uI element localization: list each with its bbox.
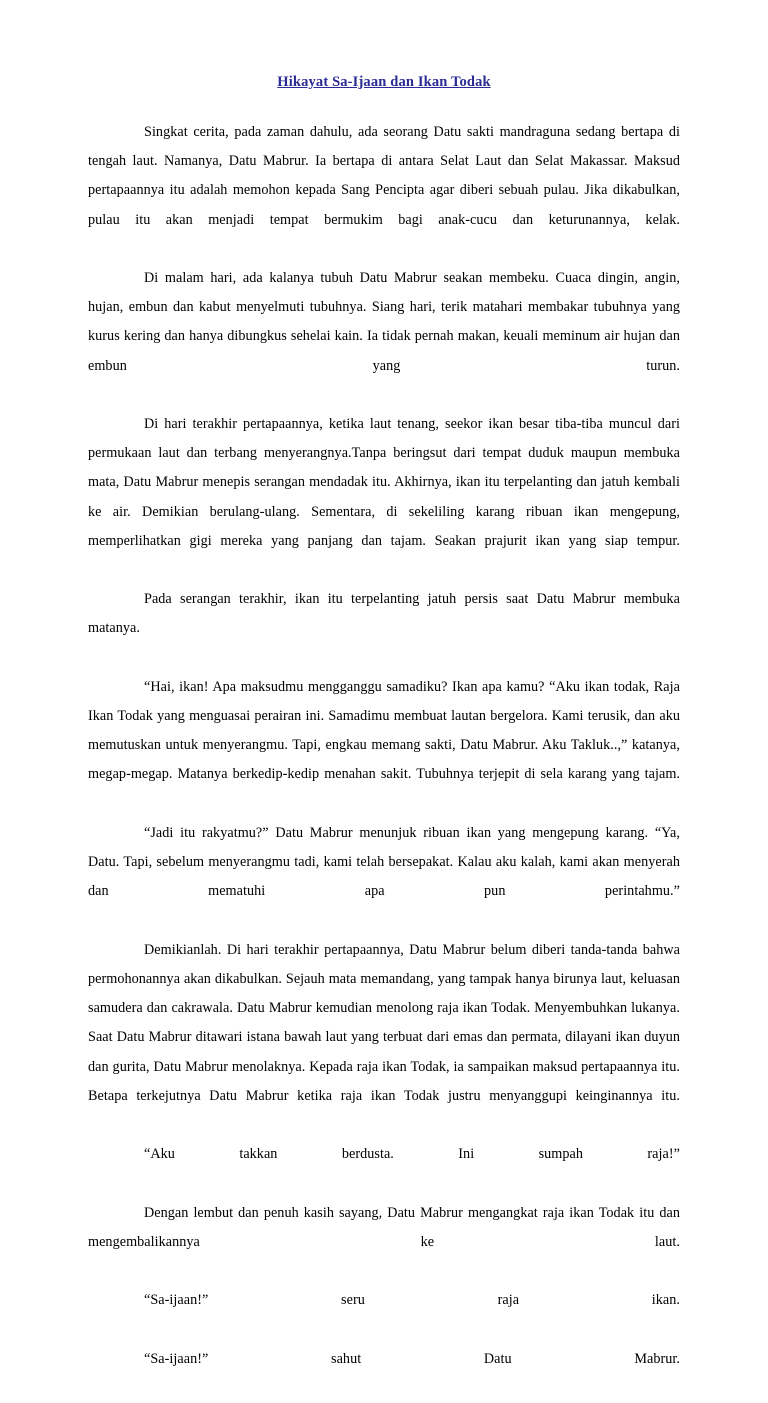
paragraph: Pada serangan terakhir, ikan itu terpelanting jatuh persis saat Datu Mabrur membuka matanya. (88, 591, 680, 637)
paragraph: Di malam hari, ada kalanya tubuh Datu Mabrur seakan membeku. Cuaca dingin, angin, hujan, embun dan kabut menyelmuti tubuhnya. Siang hari, terik matahari membakar tubuhnya yang kurus kering dan hanya dibungkus sehelai kain. Ia tidak pernah makan, keuali meminum air hujan dan embun yang turun. (88, 270, 680, 374)
paragraph: “Aku takkan berdusta. Ini sumpah raja!” (144, 1146, 680, 1163)
paragraph: “Sa-ijaan!” sahut Datu Mabrur. (144, 1350, 680, 1367)
paragraph: “Sa-ijaan!” seru raja ikan. (144, 1292, 680, 1309)
paragraph: “Hai, ikan! Apa maksudmu mengganggu samadiku? Ikan apa kamu? “Aku ikan todak, Raja Ikan Todak yang menguasai perairan ini. Samadimu membuat lautan bergelora. Kami terusik, dan aku memutuskan untuk menyerangmu. Tapi, engkau memang sakti, Datu Mabrur. Aku Takluk..,” katanya, megap-megap. Matanya berkedip-kedip menahan sakit. Tubuhnya terjepit di sela karang yang tajam. (88, 678, 680, 783)
paragraph: Singkat cerita, pada zaman dahulu, ada seorang Datu sakti mandraguna sedang bertapa di tengah laut. Namanya, Datu Mabrur. Ia bertapa di antara Selat Laut dan Selat Makassar. Maksud pertapaannya itu adalah memohon kepada Sang Pencipta agar diberi sebuah pulau. Jika dikabulkan, pulau itu akan menjadi tempat bermukim bagi anak-cucu dan keturunannya, kelak. (88, 124, 680, 228)
paragraph: Dengan lembut dan penuh kasih sayang, Datu Mabrur mengangkat raja ikan Todak itu dan mengembalikannya ke laut. (88, 1204, 680, 1250)
paragraph: Di hari terakhir pertapaannya, ketika laut tenang, seekor ikan besar tiba-tiba muncul dari permukaan laut dan terbang menyerangnya.Tanpa beringsut dari tempat duduk maupun membuka mata, Datu Mabrur menepis serangan mendadak itu. Akhirnya, ikan itu terpelanting dan jatuh kembali ke air. Demikian berulang-ulang. Sementara, di sekeliling karang ribuan ikan mengepung, memperlihatkan gigi mereka yang panjang dan tajam. Seakan prajurit ikan yang siap tempur. (88, 416, 680, 549)
paragraph: “Jadi itu rakyatmu?” Datu Mabrur menunjuk ribuan ikan yang mengepung karang. “Ya, Datu. Tapi, sebelum menyerangmu tadi, kami telah bersepakat. Kalau aku kalah, kami akan menyerah dan mematuhi apa pun perintahmu.” (88, 824, 680, 900)
page-title: Hikayat Sa-Ijaan dan Ikan Todak (277, 74, 491, 90)
document-body (88, 72, 680, 1403)
paragraph: Demikianlah. Di hari terakhir pertapaannya, Datu Mabrur belum diberi tanda-tanda bahwa permohonannya akan dikabulkan. Sejauh mata memandang, yang tampak hanya birunya laut, keluasan samudera dan cakrawala. Datu Mabrur kemudian menolong raja ikan Todak. Menyembuhkan lukanya. Saat Datu Mabrur ditawari istana bawah laut yang terbuat dari emas dan permata, dilayani ikan duyun dan gurita, Datu Mabrur menolaknya. Kepada raja ikan Todak, ia sampaikan maksud pertapaannya itu. Betapa terkejutnya Datu Mabrur ketika raja ikan Todak justru menyanggupi keinginannya itu. (88, 941, 680, 1104)
